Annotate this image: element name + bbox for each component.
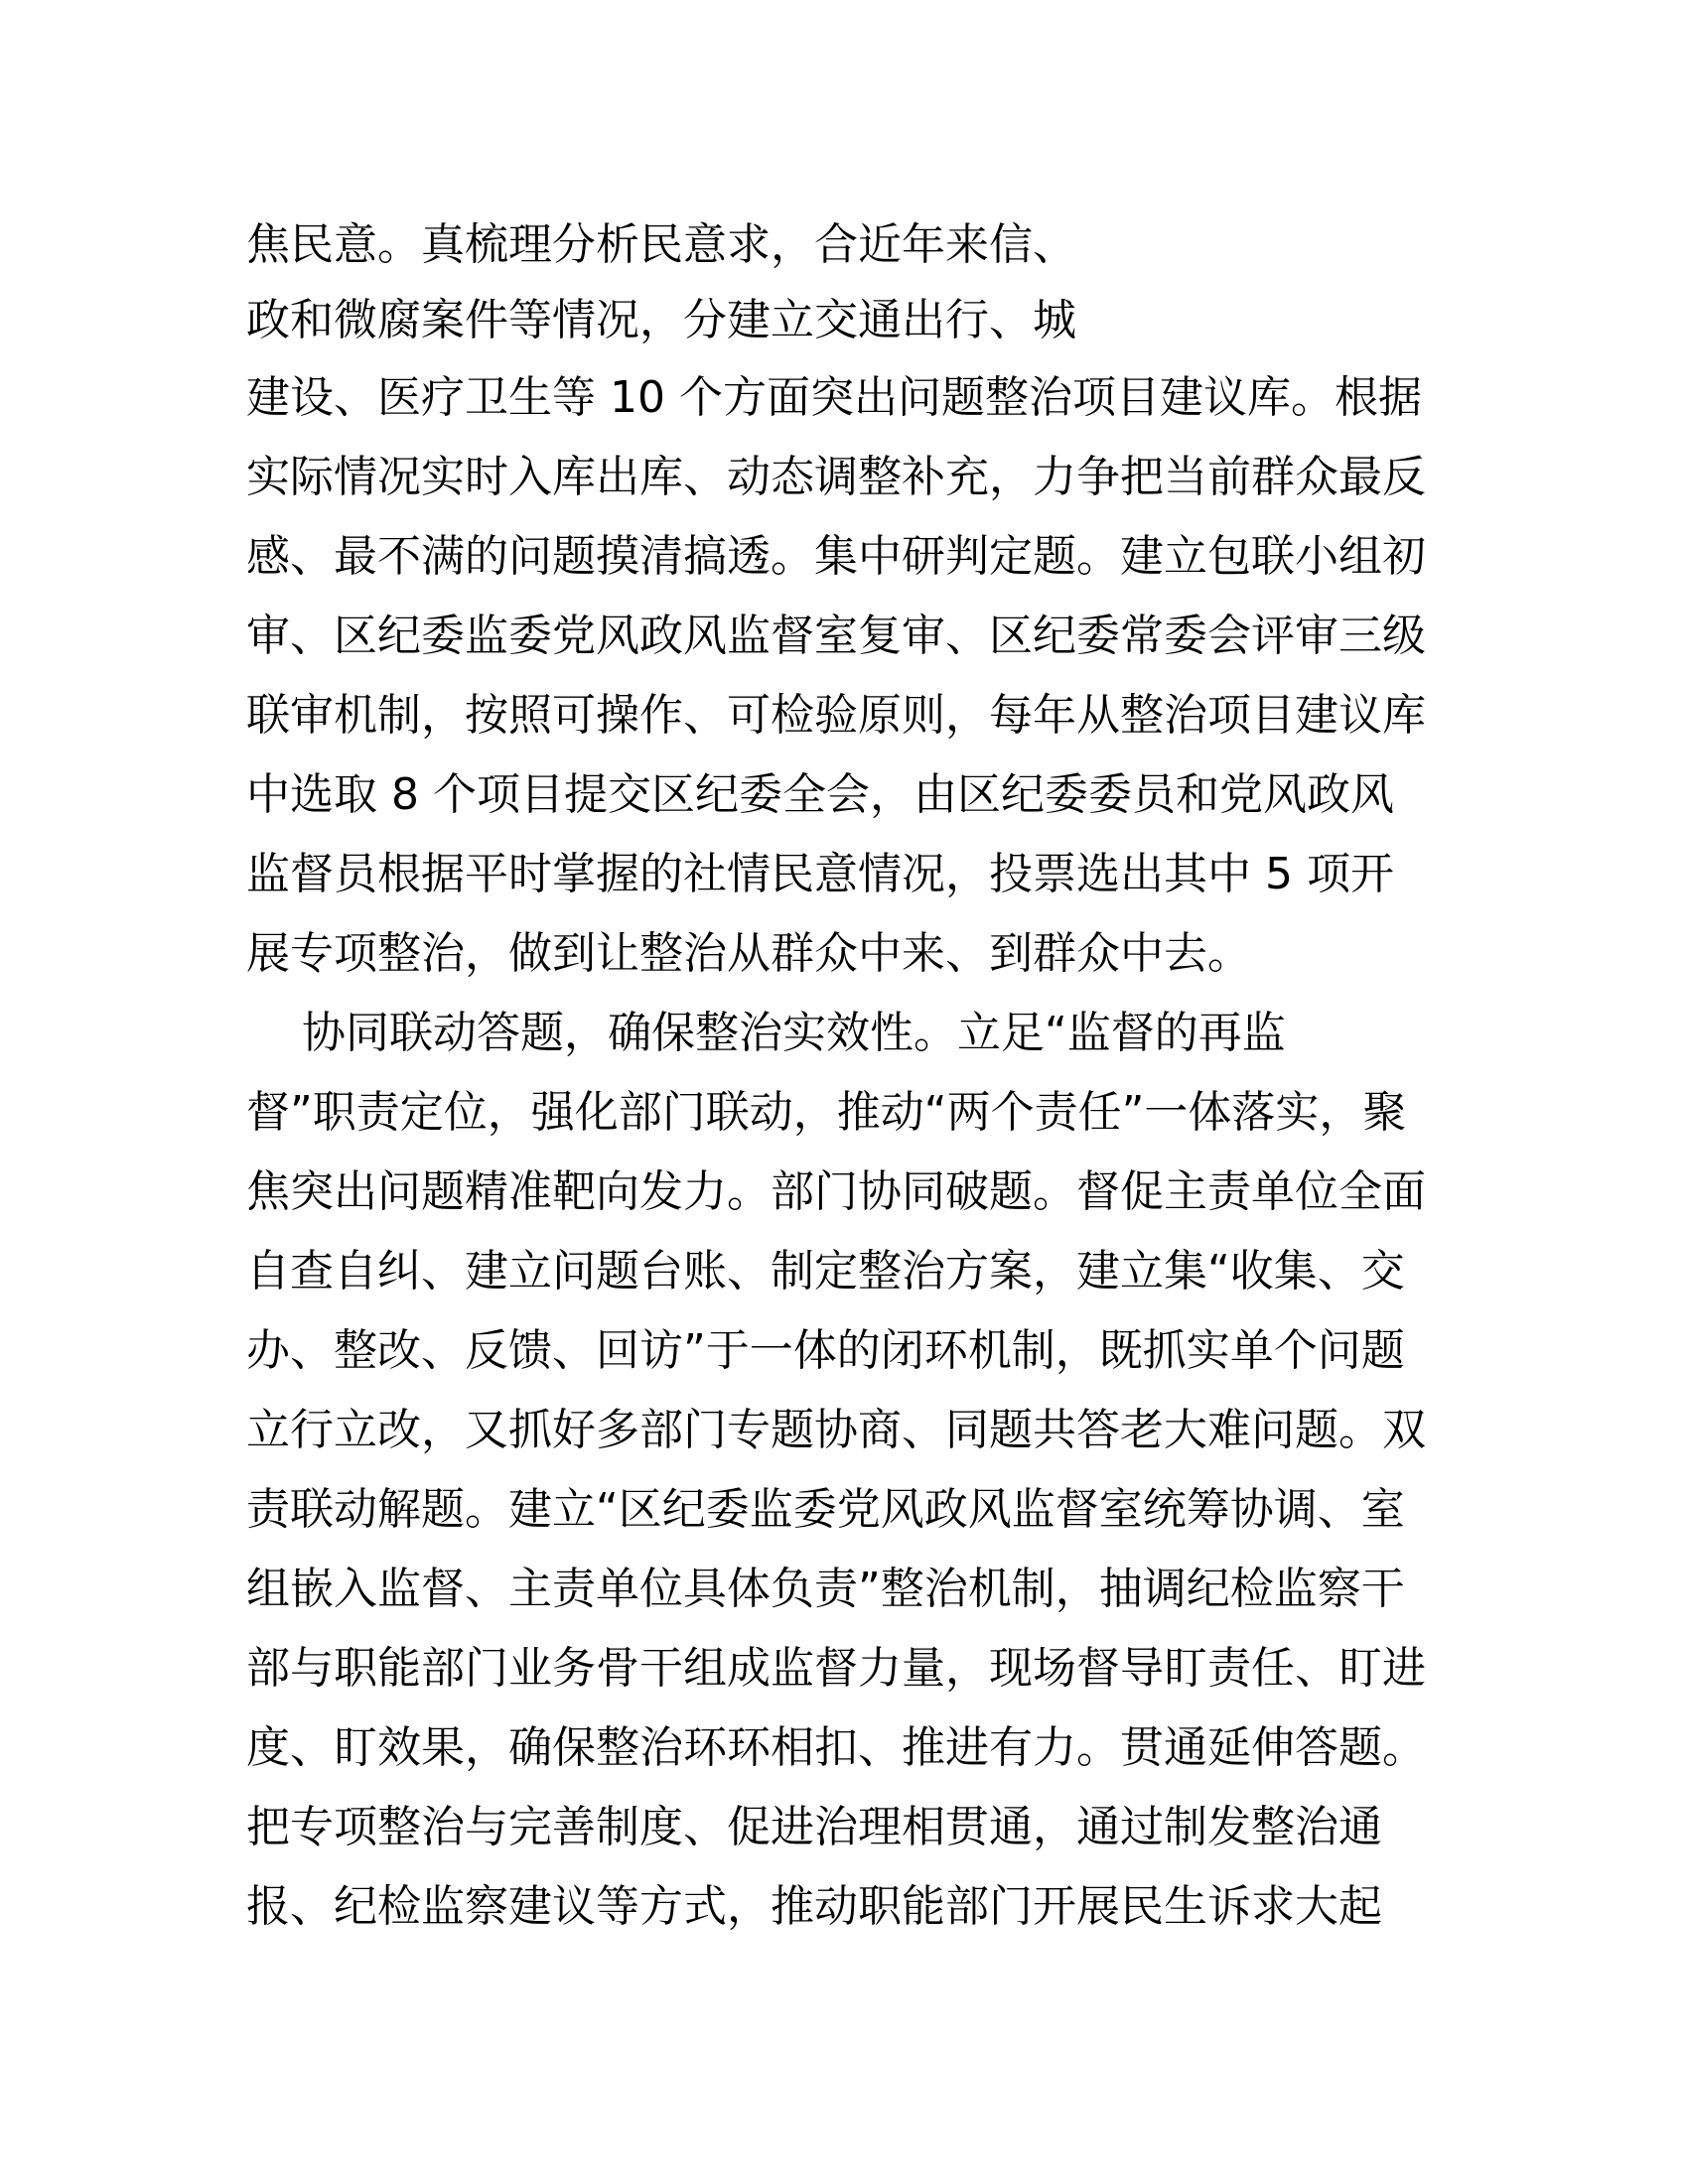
text-line: 审、区纪委监委党风政风监督室复审、区纪委常委会评审三级	[246, 611, 1426, 661]
text-line: 中选取 8 个项目提交区纪委全会，由区纪委委员和党风政风	[246, 769, 1394, 820]
text-line: 自查自纠、建立问题台账、制定整治方案，建立集“收集、交	[246, 1246, 1405, 1297]
text-line: 政和微腐案件等情况，分建立交通出行、城	[246, 295, 1076, 345]
text-line: 建设、医疗卫生等 10 个方面突出问题整治项目建议库。根据	[246, 372, 1422, 423]
text-line: 度、盯效果，确保整治环环相扣、推进有力。贯通延伸答题。	[246, 1722, 1426, 1773]
text-line: 感、最不满的问题摸清搞透。集中研判定题。建立包联小组初	[246, 531, 1426, 582]
text-line: 协同联动答题，确保整治实效性。立足“监督的再监	[246, 1008, 1286, 1058]
text-line: 督”职责定位，强化部门联动，推动“两个责任”一体落实，聚	[246, 1087, 1407, 1138]
text-line: 把专项整治与完善制度、促进治理相贯通，通过制发整治通	[246, 1802, 1382, 1852]
text-line: 焦民意。真梳理分析民意求，合近年来信、	[246, 219, 1076, 270]
text-line: 焦突出问题精准靶向发力。部门协同破题。督促主责单位全面	[246, 1166, 1426, 1217]
text-line: 报、纪检监察建议等方式，推动职能部门开展民生诉求大起	[246, 1881, 1382, 1932]
text-line: 办、整改、反馈、回访”于一体的闭环机制，既抓实单个问题	[246, 1325, 1405, 1376]
text-line: 部与职能部门业务骨干组成监督力量，现场督导盯责任、盯进	[246, 1643, 1426, 1694]
text-line: 展专项整治，做到让整治从群众中来、到群众中去。	[246, 928, 1251, 979]
text-line: 立行立改，又抓好多部门专题协商、同题共答老大难问题。双	[246, 1405, 1426, 1455]
text-line: 实际情况实时入库出库、动态调整补充，力争把当前群众最反	[246, 452, 1426, 502]
body-text	[246, 0, 1438, 1932]
text-line: 责联动解题。建立“区纪委监委党风政风监督室统筹协调、室	[246, 1484, 1405, 1535]
text-line: 组嵌入监督、主责单位具体负责”整治机制，抽调纪检监察干	[246, 1564, 1405, 1614]
text-line: 联审机制，按照可操作、可检验原则，每年从整治项目建议库	[246, 690, 1426, 741]
text-line: 监督员根据平时掌握的社情民意情况，投票选出其中 5 项开	[246, 849, 1394, 899]
